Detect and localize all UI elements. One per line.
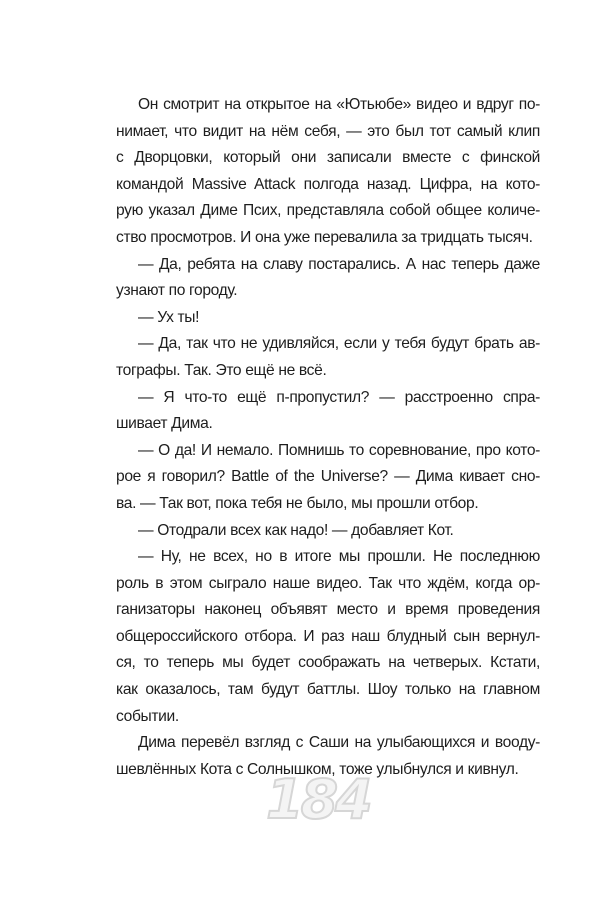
text-line: нимает, что видит на нём себя, — это был тот самый клип bbox=[116, 122, 540, 140]
text-line: Он смотрит на открытое на «Ютьюбе» видео и вдруг по- bbox=[138, 96, 540, 113]
text-line: — Да, так что не удивляйся, если у тебя будут брать ав- bbox=[138, 335, 540, 353]
text-line: узнают по городу. bbox=[116, 282, 238, 300]
text-line: роль в этом сыграло наше видео. Так что ждём, когда ор- bbox=[116, 574, 540, 592]
text-line: тографы. Так. Это ещё не всё. bbox=[116, 361, 327, 379]
text-line: шивает Дима. bbox=[116, 415, 213, 433]
text-line: — Отодрали всех как надо! — добавляет Кот. bbox=[138, 521, 454, 539]
text-line: — Я что-то ещё п-пропустил? — расстроенно спра- bbox=[138, 388, 540, 406]
text-line: ганизаторы наконец объявят место и время проведения bbox=[116, 601, 540, 619]
text-line: общероссийского отбора. И раз наш блудный сын вернул- bbox=[116, 627, 540, 645]
text-line: — О да! И немало. Помнишь то соревнование, про кото- bbox=[138, 441, 540, 459]
text-line: шевлённых Кота с Солнышком, тоже улыбнулся и кивнул. bbox=[116, 760, 519, 778]
text-line: ство просмотров. И она уже перевалила за тридцать тысяч. bbox=[116, 228, 533, 246]
text-line: событии. bbox=[116, 707, 179, 725]
text-line: с Дворцовки, который они записали вместе с финской bbox=[116, 149, 540, 167]
text-line: рое я говорил? Battle of the Universe? — Дима кивает сно- bbox=[116, 468, 540, 486]
text-line: как оказалось, там будут баттлы. Шоу только на главном bbox=[116, 681, 540, 699]
text-line: рую указал Диме Псих, представляла собой общее количе- bbox=[116, 202, 540, 220]
text-line: Дима перевёл взгляд с Саши на улыбающихся и вооду- bbox=[138, 734, 540, 752]
page-number: 184 bbox=[266, 768, 370, 831]
text-line: ся, то теперь мы будет соображать на четверых. Кстати, bbox=[116, 654, 540, 672]
text-line: — Да, ребята на славу постарались. А нас теперь даже bbox=[138, 255, 540, 273]
text-line: — Ну, не всех, но в итоге мы прошли. Не последнюю bbox=[138, 548, 540, 566]
page-body-text bbox=[116, 92, 540, 783]
text-line: ва. — Так вот, пока тебя не было, мы прошли отбор. bbox=[116, 494, 479, 512]
text-line: — Ух ты! bbox=[138, 308, 200, 326]
text-line: командой Massive Attack полгода назад. Цифра, на кото- bbox=[116, 175, 540, 193]
